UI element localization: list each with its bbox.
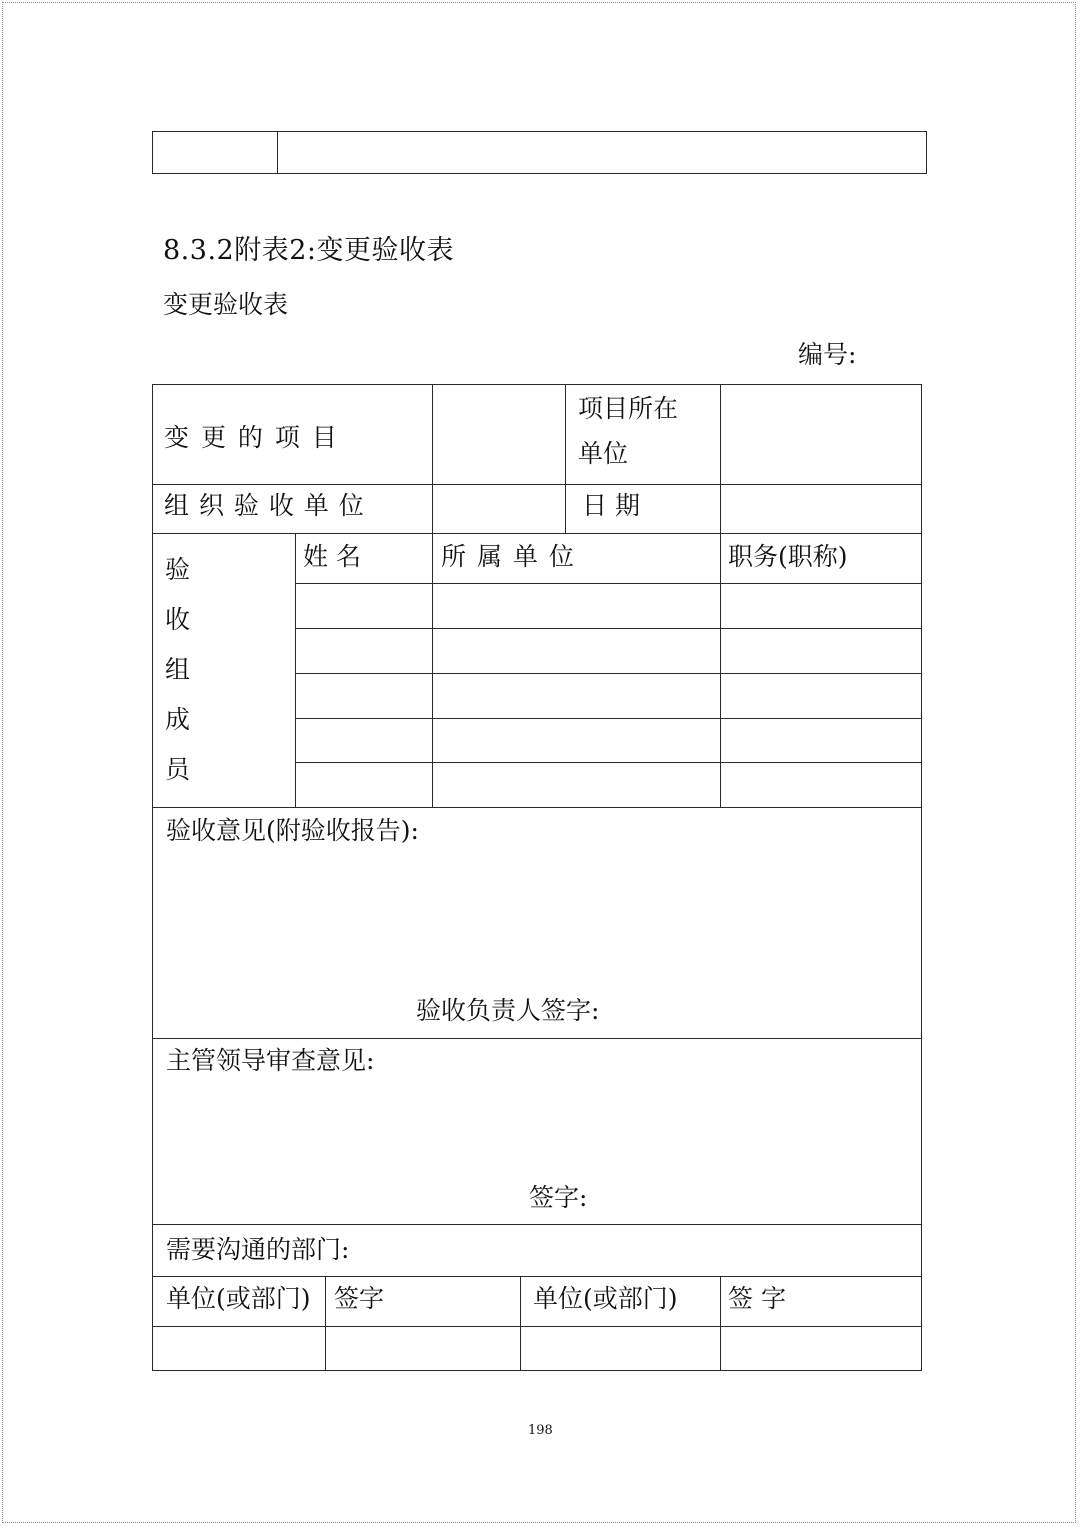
project-unit-label-line2: 单位 [578, 439, 629, 468]
signature-value-cell[interactable] [326, 1327, 519, 1369]
team-members-label-char: 验 [165, 555, 191, 584]
opinion-input[interactable] [153, 850, 920, 990]
team-members-label-char: 成 [165, 705, 191, 734]
member-name-cell[interactable] [296, 763, 431, 806]
section-heading: 8.3.2附表2:变更验收表 [163, 235, 454, 266]
project-unit-value[interactable] [721, 385, 920, 483]
signature-column-1: 签字 [334, 1284, 385, 1313]
signature-column-2: 签 字 [728, 1284, 786, 1313]
member-name-cell[interactable] [296, 674, 431, 717]
opinion-signature-label: 验收负责人签字: [416, 996, 600, 1025]
department-column-2: 单位(或部门) [533, 1284, 678, 1313]
opinion-label: 验收意见(附验收报告): [166, 816, 419, 845]
review-input[interactable] [153, 1080, 920, 1180]
column-header-title: 职务(职称) [728, 542, 848, 571]
member-name-cell[interactable] [296, 719, 431, 761]
date-label: 日 期 [582, 491, 640, 520]
project-unit-label-line1: 项目所在 [578, 394, 679, 423]
department-column-1: 单位(或部门) [166, 1284, 311, 1313]
organizer-value[interactable] [433, 485, 564, 532]
form-title: 变更验收表 [163, 290, 289, 319]
date-value[interactable] [721, 485, 920, 532]
changed-project-label: 变 更 的 项 目 [164, 423, 337, 452]
team-members-label-char: 组 [165, 655, 191, 684]
changed-project-value[interactable] [433, 385, 564, 483]
serial-number-label: 编号: [798, 340, 857, 369]
organizer-label: 组 织 验 收 单 位 [164, 491, 364, 520]
department-value-cell[interactable] [153, 1327, 324, 1369]
signature-value-cell[interactable] [721, 1327, 920, 1369]
review-label: 主管领导审查意见: [166, 1046, 375, 1075]
review-signature-label: 签字: [529, 1183, 588, 1212]
page-number: 198 [528, 1423, 553, 1438]
column-header-unit: 所 属 单 位 [441, 542, 574, 571]
department-value-cell[interactable] [521, 1327, 719, 1369]
team-members-label-char: 收 [165, 605, 191, 634]
column-header-name: 姓 名 [303, 542, 361, 571]
team-members-label-char: 员 [165, 755, 191, 784]
departments-label: 需要沟通的部门: [166, 1235, 350, 1264]
member-name-cell[interactable] [296, 629, 431, 672]
member-name-cell[interactable] [296, 584, 431, 627]
